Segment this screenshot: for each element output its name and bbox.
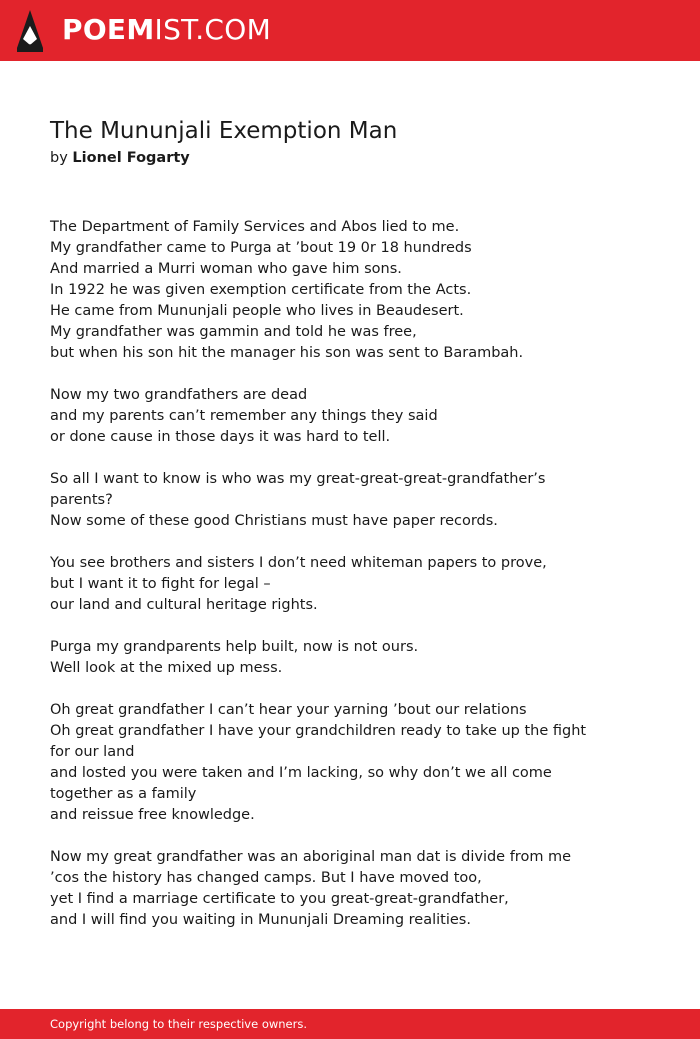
wordmark-bold: POEM — [62, 13, 155, 46]
poem-line: You see brothers and sisters I don’t need whiteman papers to prove, — [50, 555, 547, 571]
poem-line: In 1922 he was given exemption certificate from the Acts. — [50, 282, 472, 298]
site-logo[interactable] — [17, 10, 271, 52]
stanza — [50, 637, 650, 679]
site-header — [0, 0, 700, 61]
poem-line: and reissue free knowledge. — [50, 807, 255, 823]
site-footer — [0, 1009, 700, 1039]
poem-line: So all I want to know is who was my great-great-great-grandfather’s — [50, 471, 546, 487]
poem-line: The Department of Family Services and Abos lied to me. — [50, 219, 460, 235]
copyright-notice: Copyright belong to their respective owners. — [50, 1017, 308, 1031]
stanza — [50, 469, 650, 532]
poem-line: our land and cultural heritage rights. — [50, 597, 318, 613]
poem-line: My grandfather was gammin and told he was free, — [50, 324, 417, 340]
poem-line: Now my great grandfather was an aboriginal man dat is divide from me — [50, 849, 572, 865]
poem-line: My grandfather came to Purga at ’bout 19 0r 18 hundreds — [50, 240, 472, 256]
poem-line: for our land — [50, 744, 135, 760]
poem-line: Oh great grandfather I can’t hear your yarning ’bout our relations — [50, 702, 527, 718]
poem-line: yet I find a marriage certificate to you great-great-grandfather, — [50, 891, 509, 907]
poem-line: and my parents can’t remember any things they said — [50, 408, 438, 424]
poem-line: Oh great grandfather I have your grandchildren ready to take up the fight — [50, 723, 587, 739]
poem-line: parents? — [50, 492, 113, 508]
stanza — [50, 700, 650, 826]
author-name[interactable]: Lionel Fogarty — [72, 150, 190, 166]
stanza — [50, 217, 650, 364]
poem-line: He came from Mununjali people who lives in Beaudesert. — [50, 303, 464, 319]
stanza — [50, 847, 650, 931]
stanza — [50, 385, 650, 448]
site-wordmark — [62, 13, 272, 46]
poem-content — [50, 116, 650, 952]
poem-line: but when his son hit the manager his son was sent to Barambah. — [50, 345, 524, 361]
poem-line: ’cos the history has changed camps. But I have moved too, — [50, 870, 482, 886]
poem-line: Now my two grandfathers are dead — [50, 387, 308, 403]
poem-line: but I want it to fight for legal – — [50, 576, 271, 592]
poem-byline — [50, 147, 650, 169]
poem-line: or done cause in those days it was hard to tell. — [50, 429, 391, 445]
poem-line: Purga my grandparents help built, now is not ours. — [50, 639, 419, 655]
poem-title: The Mununjali Exemption Man — [50, 118, 398, 144]
poem-line: Now some of these good Christians must have paper records. — [50, 513, 498, 529]
poem-line: and I will find you waiting in Mununjali Dreaming realities. — [50, 912, 471, 928]
poem-line: And married a Murri woman who gave him sons. — [50, 261, 402, 277]
byline-prefix: by — [50, 150, 68, 166]
poem-body — [50, 217, 650, 931]
stanza — [50, 553, 650, 616]
wordmark-light: IST.COM — [154, 13, 272, 46]
poem-line: and losted you were taken and I’m lacking, so why don’t we all come — [50, 765, 552, 781]
poem-line: together as a family — [50, 786, 197, 802]
poem-line: Well look at the mixed up mess. — [50, 660, 283, 676]
pencil-tip-icon — [17, 10, 43, 52]
